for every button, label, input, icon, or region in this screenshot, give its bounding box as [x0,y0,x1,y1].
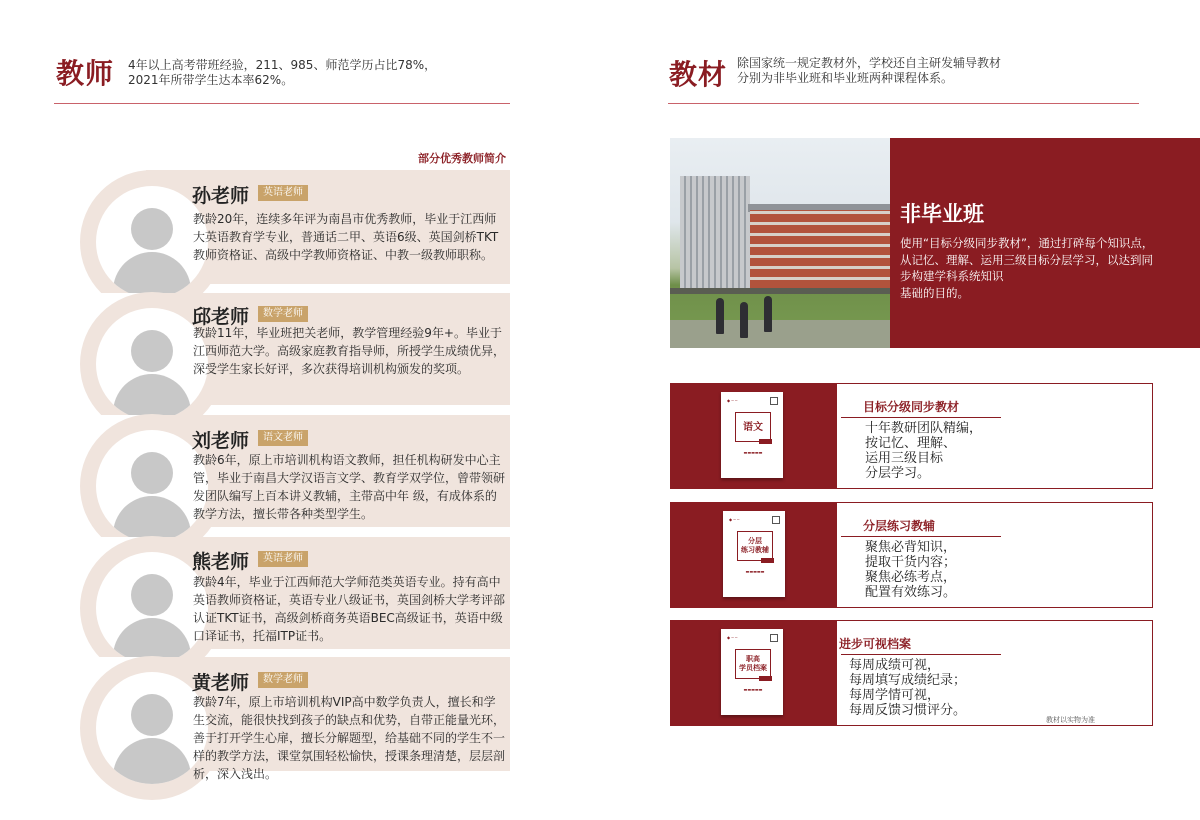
material-title: 进步可视档案 [839,637,912,651]
material-description [865,421,1005,481]
material-underline [841,417,1001,418]
material-item [670,502,1153,608]
teachers-title: 教师 [56,57,115,90]
materials-desc-line2: 分别为非毕业班和毕业班两种课程体系。 [737,71,954,85]
material-underline [841,536,1001,537]
material-line: 运用三级目标 [865,451,944,466]
book-cover-line: 分层 [748,537,762,545]
book-cover-line: 学员档案 [739,664,767,672]
material-item [670,620,1153,726]
materials-title: 教材 [669,58,728,91]
teacher-bio: 教龄11年，毕业班把关老师，教学管理经验9年+。毕业于江西师范大学。高级家庭教育指导师，所授学生成绩优异，深受学生家长好评，多次获得培训机构颁发的奖项。 [193,326,506,376]
material-line: 配置有效练习。 [865,585,957,600]
teacher-subject-badge: 语文老师 [258,430,308,446]
teachers-desc-line1: 4年以上高考带班经验，211、985、师范学历占比78%， [128,58,437,72]
material-line: 聚焦必背知识， [865,540,957,555]
material-line: 十年教研团队精编， [865,421,983,436]
teacher-bio: 教龄4年，毕业于江西师范大学师范类英语专业。持有高中英语教师资格证，英语专业八级证书，英国剑桥大学考评部认证TKT证书，高级剑桥商务英语BEC高级证书，英语中级口译证书，托福ITP证书。 [193,575,506,643]
teacher-name: 邱老师 [192,306,250,328]
material-line: 按记忆、理解、 [865,436,957,451]
book-cover-icon: ◆ ─ ─ 职高 学员档案 ▬▬▬▬▬ [721,629,783,715]
material-line: 提取干货内容； [865,555,957,570]
materials-desc-line1: 除国家统一规定教材外，学校还自主研发辅导教材 [737,56,1002,70]
panel-text-tail: 基础的目的。 [900,285,969,300]
teacher-name: 孙老师 [192,185,250,207]
materials-divider [668,103,1139,104]
materials-note: 教材以实物为准 [1046,716,1095,724]
teachers-divider [54,103,510,104]
book-cover-label: 语文 [743,421,763,433]
material-title: 目标分级同步教材 [863,400,960,414]
material-line: 聚焦必练考点， [865,570,957,585]
teacher-name: 熊老师 [192,551,250,573]
book-cover-icon: ◆ ─ ─ 分层 练习教辅 ▬▬▬▬▬ [723,511,785,597]
material-line: 每周填写成绩纪录； [849,673,967,688]
campus-photo [670,138,890,348]
material-description [865,540,1005,600]
material-line: 每周反馈习惯评分。 [849,703,967,718]
book-cover-line: 职高 [746,655,760,663]
panel-heading: 非毕业班 [900,202,984,226]
material-title: 分层练习教辅 [863,519,936,533]
panel-text [900,235,1160,301]
teachers-desc [128,58,436,88]
teacher-bio: 教龄7年，原上市培训机构VIP高中数学负责人，擅长和学生交流，能很快找到孩子的缺点和优势，自带正能量光环，善于打开学生心扉，擅长分解题型，给基础不同的学生不一样的教学方法，课堂氛围轻松愉快，授课条理清楚，层层剖析，深入浅出。 [193,695,506,781]
teacher-subject-badge: 数学老师 [258,306,308,322]
materials-desc [737,56,1001,86]
book-cover-icon: ◆ ─ ─ 语文 ▬▬▬▬▬ [721,392,783,478]
teacher-bio: 教龄6年，原上市培训机构语文教师，担任机构研发中心主管，毕业于南昌大学汉语言文学、教育学双学位，曾带领研发团队编写上百本讲义教辅，主带高中年 级，有成体系的教学方法，擅长带各种类型学生。 [193,453,506,521]
material-item [670,383,1153,489]
material-description [849,658,989,718]
teacher-subject-badge: 英语老师 [258,185,308,201]
teacher-bio: 教龄20年，连续多年评为南昌市优秀教师，毕业于江西师大英语教育学专业，普通话二甲、英语6级、英国剑桥TKT教师资格证、高级中学教师资格证、中教一级教师职称。 [193,212,499,262]
material-line: 分层学习。 [865,466,931,481]
material-line: 每周学情可视， [849,688,941,703]
teacher-name: 黄老师 [192,672,250,694]
material-line: 每周成绩可视， [849,658,941,673]
non-graduating-class-panel [890,138,1200,348]
material-underline [841,654,1001,655]
teacher-subject-badge: 数学老师 [258,672,308,688]
teacher-name: 刘老师 [192,430,250,452]
teachers-subhead: 部分优秀教师简介 [418,152,506,165]
teachers-desc-line2: 2021年所带学生达本率62%。 [128,73,294,87]
book-cover-line: 练习教辅 [741,546,769,554]
teacher-subject-badge: 英语老师 [258,551,308,567]
panel-text-body: 使用“目标分级同步教材”，通过打碎每个知识点，从记忆、理解、运用三级目标分层学习，以达到同步构建学科系统知识 [900,236,1154,283]
